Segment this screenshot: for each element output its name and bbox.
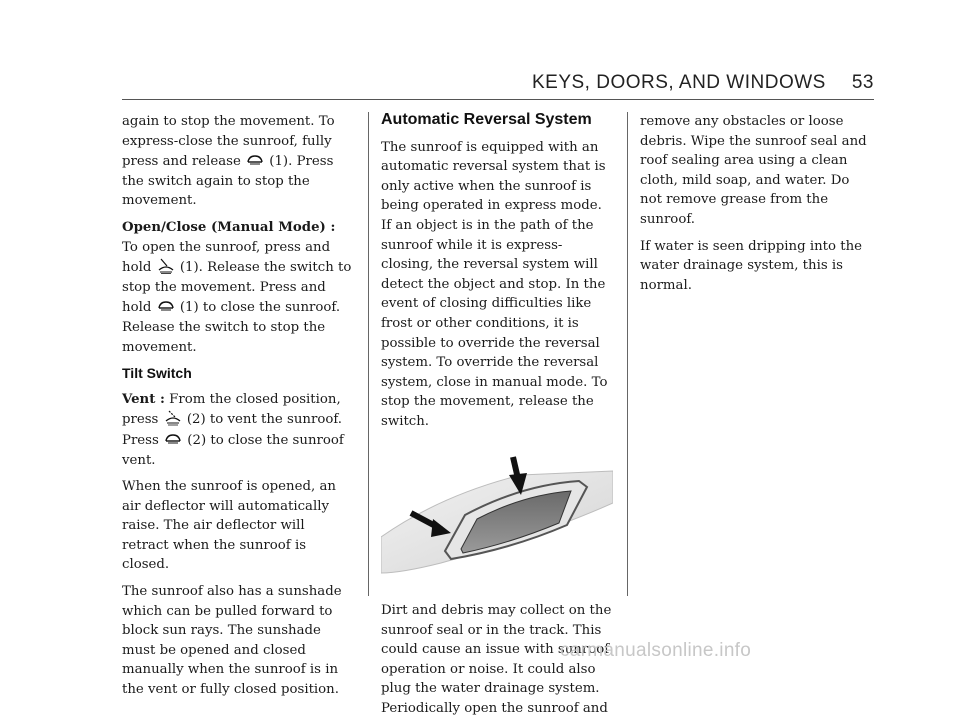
page-header <box>532 72 874 94</box>
tilt-switch-heading: Tilt Switch <box>122 365 192 382</box>
sunroof-close-icon <box>157 297 175 315</box>
paragraph: again to stop the movement. To express-close the sunroof, fully press and release (1). Press the switch again to stop the movement. <box>122 114 335 209</box>
automatic-reversal-heading: Automatic Reversal System <box>381 111 592 128</box>
header-rule <box>122 99 874 100</box>
paragraph: Vent : From the closed position, press (2) to vent the sunroof. Press (2) to close the sunroof vent. <box>122 391 344 468</box>
paragraph: Open/Close (Manual Mode) : To open the sunroof, press and hold (1). Release the switch to stop the movement. Press and hold (1) to close the sunroof. Release the switch to stop the movement. <box>122 219 352 355</box>
section-title: KEYS, DOORS, AND WINDOWS <box>531 72 826 93</box>
column-divider-1 <box>368 112 369 596</box>
column-3 <box>640 112 872 302</box>
column-divider-2 <box>627 112 628 596</box>
paragraph: If water is seen dripping into the water drainage system, this is normal. <box>640 238 863 293</box>
watermark-link[interactable]: carmanualsonline.info <box>560 640 752 661</box>
sunroof-open-icon <box>157 257 175 275</box>
column-2 <box>381 112 613 726</box>
paragraph: remove any obstacles or loose debris. Wipe the sunroof seal and roof sealing area using a clean cloth, mild soap, and water. Do not remove grease from the sunroof. <box>640 114 867 227</box>
sunroof-vent-icon <box>164 409 182 427</box>
page-number: 53 <box>851 72 874 93</box>
sunroof-close-icon <box>164 430 182 448</box>
paragraph: The sunroof is equipped with an automatic reversal system that is only active when the sunroof is being operated in express mode. If an object is in the path of the sunroof while it is express-closing, the reversal system will detect the object and stop. In the event of closing difficulties like frost or other conditions, it is possible to override the reversal system. To override the reversal system, close in manual mode. To stop the movement, release the switch. <box>381 139 608 429</box>
paragraph: Dirt and debris may collect on the sunroof seal or in the track. This could cause an issue with sunroof operation or noise. It could also plug the water drainage system. Periodically open the sunroof and <box>381 603 612 717</box>
column-1 <box>122 112 354 707</box>
sunroof-illustration <box>381 455 613 583</box>
paragraph: When the sunroof is opened, an air deflector will automatically raise. The air deflector will retract when the sunroof is closed. <box>122 479 336 573</box>
paragraph: The sunroof also has a sunshade which can be pulled forward to block sun rays. The sunshade must be opened and closed manually when the sunroof is in the vent or fully closed position. <box>122 584 342 698</box>
sunroof-close-icon <box>246 151 264 169</box>
